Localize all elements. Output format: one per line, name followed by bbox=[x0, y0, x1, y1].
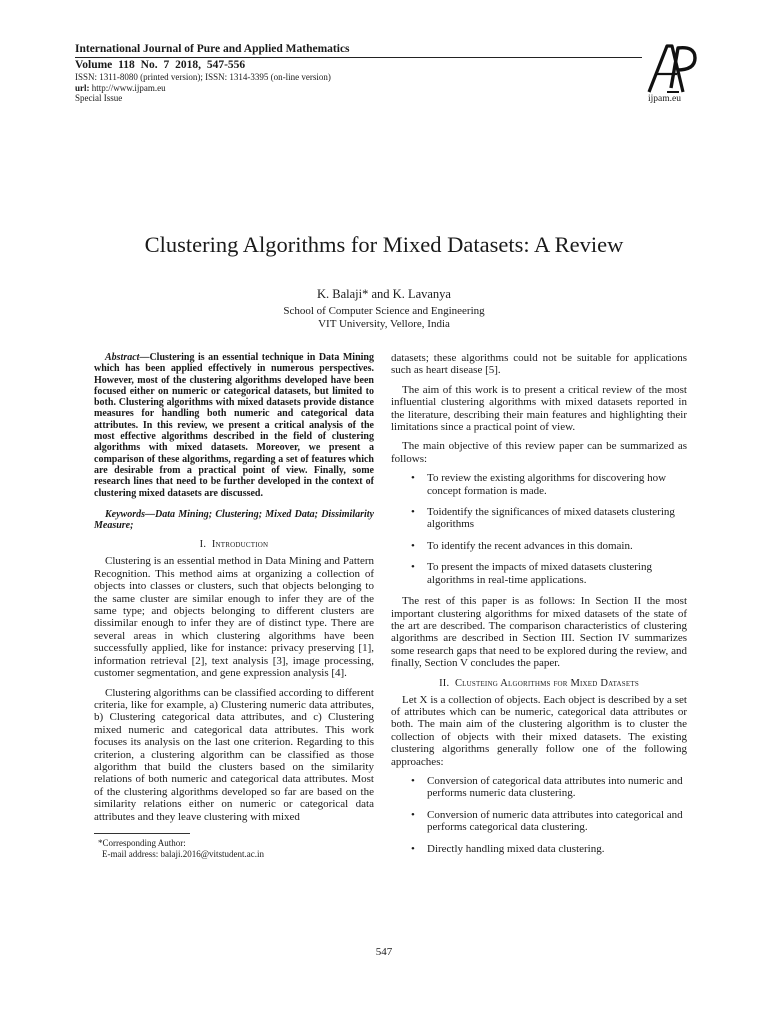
list-item: • Conversion of categorical data attributes into numeric and performs numeric data clustering. bbox=[411, 774, 683, 800]
section2-paragraph: Let X is a collection of objects. Each object is described by a set of attributes which can be numeric, categorical data attributes or both. The main aim of the clustering algorithm is to cluster the collection of objects with their mixed datasets. The existing clustering algorithms generally follow one of the following approaches: bbox=[391, 693, 687, 768]
url-label: url: bbox=[75, 82, 90, 93]
author-affiliation bbox=[0, 305, 768, 331]
approaches-list bbox=[391, 775, 687, 855]
footnote bbox=[98, 838, 264, 860]
journal-name: International Journal of Pure and Applied Mathematics bbox=[75, 43, 350, 55]
bullet-icon: • bbox=[411, 472, 415, 485]
special-issue-label: Special Issue bbox=[75, 93, 123, 103]
keywords: Keywords—Data Mining; Clustering; Mixed Data; Dissimilarity Measure; bbox=[94, 508, 374, 532]
bullet-icon: • bbox=[411, 842, 415, 855]
affiliation-line-1: School of Computer Science and Engineering bbox=[283, 305, 485, 317]
aim-paragraph: The aim of this work is to present a critical review of the most influential clustering algorithms with mixed datasets reported in the literature, describing their main features and highlighting their limitations since a practical point of view. bbox=[391, 383, 687, 434]
section-number: II. bbox=[439, 677, 450, 689]
abstract-label: Abstract bbox=[105, 352, 140, 363]
page-number: 547 bbox=[375, 946, 393, 958]
continued-paragraph: datasets; these algorithms could not be suitable for applications such as heart disease [5]. bbox=[391, 352, 687, 377]
affiliation-line-2: VIT University, Vellore, India bbox=[318, 318, 450, 330]
section-heading-algorithms bbox=[391, 677, 687, 690]
right-column bbox=[391, 352, 687, 864]
section-heading-introduction bbox=[94, 538, 374, 551]
list-item: • Directly handling mixed data clustering. bbox=[411, 842, 605, 855]
section-number: I. bbox=[199, 539, 207, 551]
journal-header bbox=[75, 43, 635, 104]
section-title: Introduction bbox=[211, 539, 269, 551]
journal-url[interactable]: http://www.ijpam.eu bbox=[91, 82, 166, 93]
intro-paragraph-2: Clustering algorithms can be classified according to different criteria, like for example, a) Clustering numeric data attributes, b) Clustering categorical data attributes, and c) Clustering mixed numeric and categorical data attributes. This work focuses its analysis on the last one criterion. Regarding to this criterion, a clustering algorithm can be classified as those algorithm that build the clusters based on the similarity relations of both numeric and categorical data attributes. Most of the clustering algorithms developed so far are based on the similarity relations either on numeric or categorical data attributes and they leave clustering with mixed bbox=[94, 686, 374, 823]
list-item: • To review the existing algorithms for discovering how concept formation is made. bbox=[411, 472, 667, 497]
list-item: • Toidentify the significances of mixed datasets clustering algorithms bbox=[411, 506, 675, 531]
list-item: • To identify the recent advances in this domain. bbox=[411, 539, 633, 552]
abstract-text: —Clustering is an essential technique in Data Mining which has been applied effectively in numerous perspectives. However, most of the clustering algorithms developed have been focused either on numeric or categorical datasets, but limited to both. Clustering algorithms with mixed datasets provide distance measures for handling both numeric and categorical data attributes. In this review, we present a critical analysis of the most effective algorithms described in the field of clustering algorithms with mixed datasets. Moreover, we present a comparison of these algorithms, regarding a set of features which are desirable from a practical point of view. Finally, some research lines that need to be further developed in the context of clustering mixed datasets are discussed. bbox=[94, 352, 374, 499]
paper-authors: K. Balaji* and K. Lavanya bbox=[317, 287, 451, 301]
bullet-icon: • bbox=[411, 539, 415, 552]
volume-line: Volume 118 No. 7 2018, 547-556 bbox=[75, 59, 246, 71]
bullet-icon: • bbox=[411, 561, 415, 574]
ap-monogram-icon bbox=[643, 38, 703, 96]
header-rule bbox=[75, 57, 642, 58]
issn-line: ISSN: 1311-8080 (printed version); ISSN: 1314-3395 (on-line version) bbox=[75, 72, 331, 82]
bullet-icon: • bbox=[411, 808, 415, 821]
list-item: • Conversion of numeric data attributes into categorical and performs categorical data clustering. bbox=[411, 808, 683, 834]
objectives-list bbox=[391, 472, 687, 586]
abstract bbox=[94, 352, 374, 499]
objective-paragraph: The main objective of this review paper can be summarized as follows: bbox=[391, 440, 687, 465]
footnote-rule bbox=[94, 833, 190, 834]
bullet-icon: • bbox=[411, 774, 415, 787]
url-line bbox=[75, 83, 635, 94]
logo-site-label: ijpam.eu bbox=[648, 94, 681, 104]
intro-paragraph-1: Clustering is an essential method in Data Mining and Pattern Recognition. This method aims at organizing a collection of objects into classes or clusters, such that objects belonging to the same cluster are similar enough to infer they are of the same type; and objects belonging to different clusters are dissimilar enough to infer they are of distinct type. There are several areas in which clustering algorithms have been successfully applied, like for instance: privacy preserving [1], information retrieval [2], text analysis [3], image processing, customer segmentation, and gene expression analysis [4]. bbox=[94, 555, 374, 680]
section-title: Clusteing Algorithms for Mixed Datasets bbox=[454, 677, 639, 689]
list-item: • To present the impacts of mixed datasets clustering algorithms in real-time applications. bbox=[411, 561, 652, 586]
footnote-email: E-mail address: balaji.2016@vitstudent.ac.in bbox=[102, 849, 264, 859]
bullet-icon: • bbox=[411, 506, 415, 519]
outline-paragraph: The rest of this paper is as follows: In Section II the most important clustering algorithms for mixed datasets of the state of the art are described. The comparison characteristics of clustering algorithms are described in Section III. Section IV summarizes some research gaps that need to be explored during the review, and finally, Section V concludes the paper. bbox=[391, 595, 687, 670]
left-column bbox=[94, 352, 374, 823]
journal-logo bbox=[643, 38, 703, 108]
paper-title: Clustering Algorithms for Mixed Datasets: A Review bbox=[144, 232, 624, 257]
footnote-corresponding: *Corresponding Author: bbox=[98, 838, 186, 848]
